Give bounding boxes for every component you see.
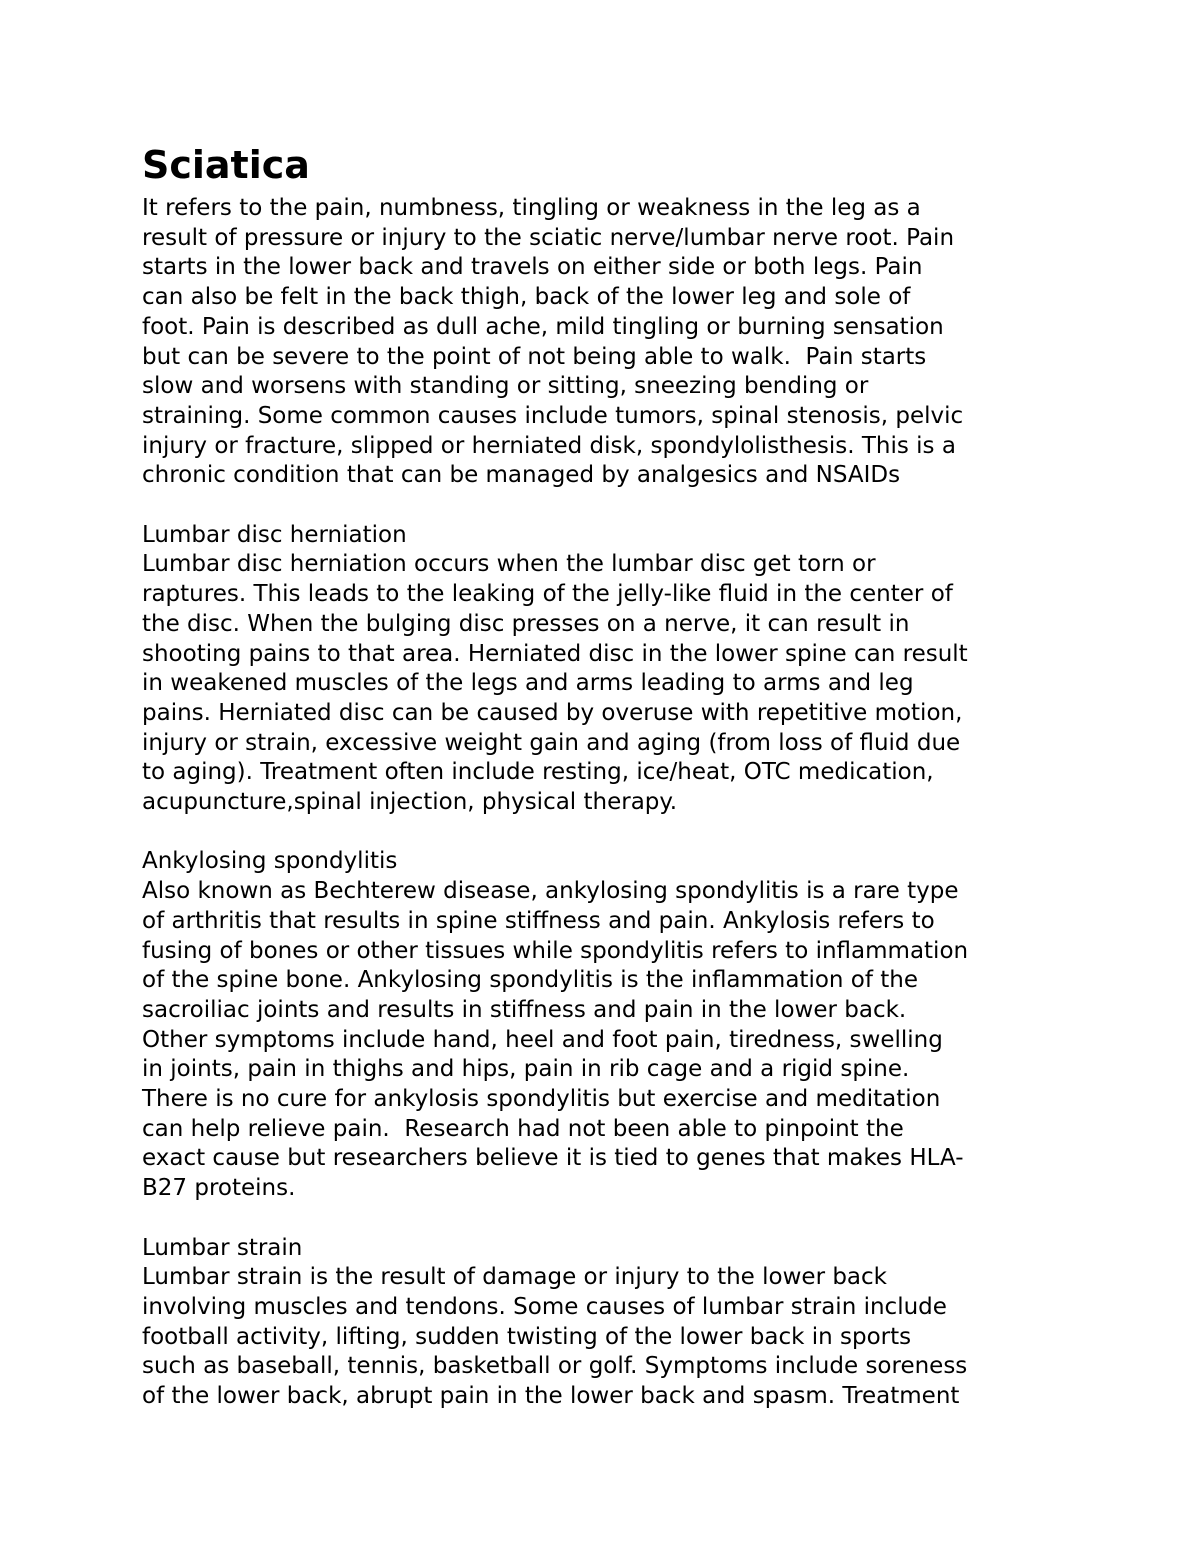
paragraph-line: acupuncture,spinal injection, physical therapy.: [142, 789, 678, 816]
paragraph-line: chronic condition that can be managed by analgesics and NSAIDs: [142, 462, 901, 489]
paragraph-line: fusing of bones or other tissues while spondylitis refers to inflammation: [142, 937, 969, 964]
section-heading: Ankylosing spondylitis: [142, 848, 398, 875]
section-2: [142, 818, 1072, 1204]
paragraph-spacer: [142, 818, 1072, 848]
section-1: [142, 491, 1072, 818]
paragraph-line: Also known as Bechterew disease, ankylosing spondylitis is a rare type: [142, 878, 959, 905]
paragraph-line: sacroiliac joints and results in stiffness and pain in the lower back.: [142, 996, 907, 1023]
paragraph-line: straining. Some common causes include tumors, spinal stenosis, pelvic: [142, 402, 964, 429]
paragraph-line: such as baseball, tennis, basketball or golf. Symptoms include soreness: [142, 1353, 968, 1380]
paragraph-line: It refers to the pain, numbness, tingling or weakness in the leg as a: [142, 195, 921, 221]
section-heading: Lumbar strain: [142, 1234, 303, 1261]
paragraph-line: pains. Herniated disc can be caused by overuse with repetitive motion,: [142, 699, 963, 726]
paragraph-line: of the spine bone. Ankylosing spondylitis is the inflammation of the: [142, 967, 919, 994]
paragraph-line: but can be severe to the point of not being able to walk. Pain starts: [142, 343, 927, 370]
paragraph-line: can also be felt in the back thigh, back of the lower leg and sole of: [142, 284, 911, 311]
document-title: Sciatica: [142, 143, 310, 187]
paragraph-line: of arthritis that results in spine stiffness and pain. Ankylosis refers to: [142, 907, 935, 934]
section-heading: Lumbar disc herniation: [142, 521, 407, 548]
paragraph-line: B27 proteins.: [142, 1175, 296, 1202]
paragraph-line: in weakened muscles of the legs and arms leading to arms and leg: [142, 670, 914, 697]
paragraph-line: exact cause but researchers believe it is tied to genes that makes HLA-: [142, 1145, 964, 1172]
paragraph-line: raptures. This leads to the leaking of the jelly-like fluid in the center of: [142, 581, 953, 608]
paragraph-spacer: [142, 491, 1072, 521]
paragraph-line: involving muscles and tendons. Some causes of lumbar strain include: [142, 1293, 947, 1320]
paragraph-line: foot. Pain is described as dull ache, mild tingling or burning sensation: [142, 313, 944, 340]
paragraph-line: football activity, lifting, sudden twisting of the lower back in sports: [142, 1323, 912, 1350]
section-3: [142, 1204, 1072, 1412]
paragraph-line: in joints, pain in thighs and hips, pain in rib cage and a rigid spine.: [142, 1056, 910, 1083]
document-body: [142, 138, 1072, 1412]
paragraph-line: shooting pains to that area. Herniated disc in the lower spine can result: [142, 640, 968, 667]
paragraph-line: to aging). Treatment often include resting, ice/heat, OTC medication,: [142, 759, 934, 786]
document-sections: [142, 194, 1072, 1412]
paragraph-line: of the lower back, abrupt pain in the lower back and spasm. Treatment: [142, 1383, 960, 1410]
paragraph-line: the disc. When the bulging disc presses on a nerve, it can result in: [142, 610, 910, 637]
paragraph-line: Other symptoms include hand, heel and foot pain, tiredness, swelling: [142, 1026, 943, 1053]
paragraph-line: There is no cure for ankylosis spondylitis but exercise and meditation: [142, 1086, 941, 1113]
paragraph-line: injury or strain, excessive weight gain and aging (from loss of fluid due: [142, 729, 961, 756]
paragraph-line: can help relieve pain. Research had not been able to pinpoint the: [142, 1115, 904, 1142]
paragraph-line: Lumbar strain is the result of damage or injury to the lower back: [142, 1264, 887, 1291]
paragraph-spacer: [142, 1204, 1072, 1234]
paragraph-line: Lumbar disc herniation occurs when the lumbar disc get torn or: [142, 551, 876, 578]
paragraph-line: slow and worsens with standing or sitting, sneezing bending or: [142, 373, 869, 400]
paragraph-line: starts in the lower back and travels on either side or both legs. Pain: [142, 254, 923, 281]
paragraph-line: injury or fracture, slipped or herniated disk, spondylolisthesis. This is a: [142, 432, 956, 459]
section-0: [142, 194, 1072, 491]
paragraph-line: result of pressure or injury to the sciatic nerve/lumbar nerve root. Pain: [142, 224, 955, 251]
